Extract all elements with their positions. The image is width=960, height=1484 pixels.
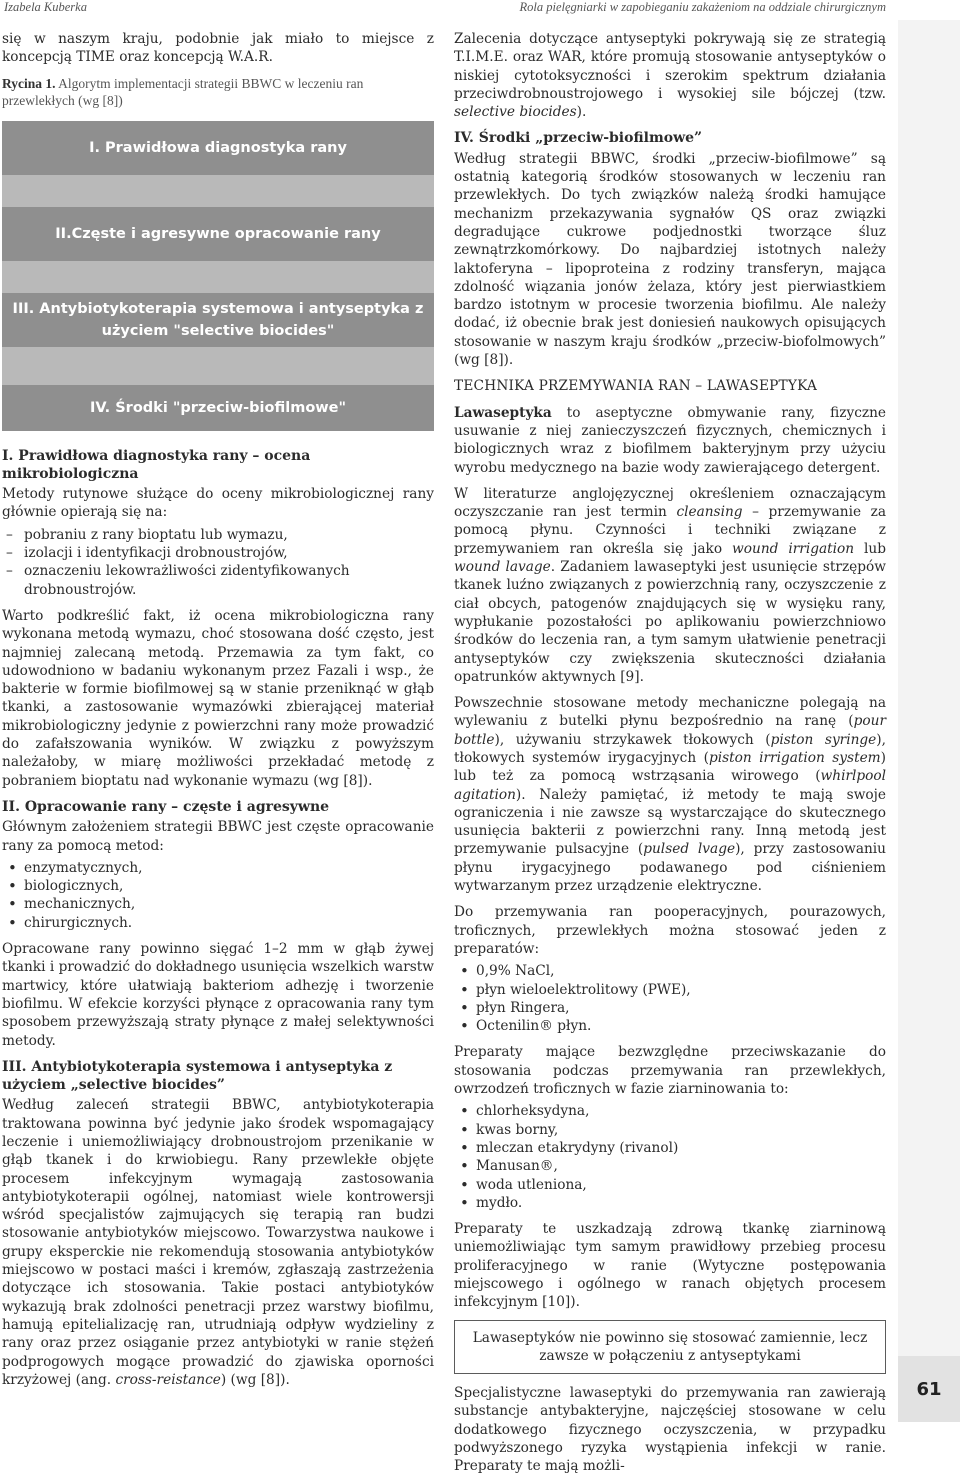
text-run: ) (wg [8]). xyxy=(220,1371,290,1388)
running-header xyxy=(0,0,960,22)
list-item: • Octenilin® płyn. xyxy=(454,1017,886,1035)
text-run: ). xyxy=(576,104,587,121)
section-4-heading: IV. Środki „przeciw-biofilmowe” xyxy=(454,130,703,147)
diagram-step-2: II.Częste i agresywne opracowanie rany xyxy=(2,207,434,261)
text-run: lub xyxy=(854,540,887,557)
figure-label: Rycina 1. xyxy=(2,75,56,91)
diagram-step-4: IV. Środki "przeciw-biofilmowe" xyxy=(2,385,434,431)
list-item: – pobraniu z rany bioptatu lub wymazu, xyxy=(2,526,434,544)
list-item: • płyn wieloelektrolitowy (PWE), xyxy=(454,981,886,999)
figure-caption xyxy=(2,75,434,109)
diagram-step-1: I. Prawidłowa diagnostyka rany xyxy=(2,121,434,175)
section-1-list xyxy=(2,526,434,599)
text-run: Powszechnie stosowane metody mechaniczne polegają na wylewaniu z butelki płynu bezpośrednio na ranę ( xyxy=(454,695,886,730)
intro-paragraph: się w naszym kraju, podobnie jak miało to miejsce z koncepcją TIME oraz koncepcją W.A.R. xyxy=(2,31,434,66)
text-run: W literaturze anglojęzycznej określeniem oznaczającym oczyszczanie ran jest termin xyxy=(454,485,886,521)
section-2-paragraph: Głównym założeniem strategii BBWC jest częste opracowanie rany za pomocą metod: xyxy=(2,819,434,854)
header-author: Izabela Kuberka xyxy=(4,0,87,14)
emphasis: cross-reistance xyxy=(115,1371,221,1388)
text-run: to aseptyczne obmywanie rany, fizyczne usuwanie z niej zanieczyszczeń fizycznych, chemicznych i biologicznych wraz z biofilmem bakteryjnym przy użyciu wyrobu medycznego na bazie wody zawierającego detergent. xyxy=(454,404,886,476)
text-run: Zalecenia dotyczące antyseptyki pokrywają się ze strategią T.I.M.E. oraz WAR, które promują stosowanie antyseptyków o niskiej cytotoksyczności i szerokim spektrum działania przeciwdrobnoustrojowego i wysokiej sile bójczej (tzw. xyxy=(454,31,886,102)
emphasis: whirlpool agitation xyxy=(454,768,886,803)
damage-paragraph: Preparaty te uszkadzają zdrową tkankę ziarninową uniemożliwiając tym samym prawidłowy przebieg procesu proliferacyjnego w ranie (Wytyczne postępowania miejscowego i ogólnego w ranach objętych procesem infekcyjnym [10]). xyxy=(454,1221,886,1311)
figure-caption-text: Algorytm implementacji strategii BBWC w leczeniu ran przewlekłych (wg [8]) xyxy=(2,75,364,108)
list-item: • mechanicznych, xyxy=(2,895,434,913)
cleansing-paragraph xyxy=(454,485,886,686)
text-run: – przemywanie za pomocą płynu. Czynności i techniki związane z przemywaniem ran określa się jako xyxy=(454,504,886,557)
emphasis: piston irrigation system xyxy=(708,749,881,766)
list-item: • mydło. xyxy=(454,1194,886,1212)
list-item: • chirurgicznych. xyxy=(2,914,434,932)
list-item: • biologicznych, xyxy=(2,877,434,895)
list-item: • enzymatycznych, xyxy=(2,859,434,877)
preparations-list xyxy=(454,962,886,1035)
emphasis: pulsed lvage xyxy=(643,841,736,858)
preparations-intro: Do przemywania ran pooperacyjnych, pourazowych, troficznych, przewlekłych można stosować jeden z preparatów: xyxy=(454,904,886,957)
list-item: – izolacji i identyfikacji drobnoustrojów, xyxy=(2,544,434,562)
header-title: Rola pielęgniarki w zapobieganiu zakażeniom na oddziale chirurgicznym xyxy=(519,0,886,14)
emphasis: wound irrigation xyxy=(732,540,855,557)
diagram-connector xyxy=(2,347,434,385)
technique-heading: TECHNIKA PRZEMYWANIA RAN – LAWASEPTYKA xyxy=(454,378,818,395)
section-3-paragraph xyxy=(2,1096,434,1389)
margin-strip xyxy=(898,20,960,1356)
term: Lawaseptyka xyxy=(454,404,552,421)
text-run: ). Należy pamiętać, iż metody te mają swoje ograniczenia i nie zawsze są wystarczające do skutecznego usunięcia bakterii z powierzchni rany. Inną metodą jest przemywanie pulsacyjne ( xyxy=(454,786,886,858)
contraindicated-list xyxy=(454,1102,886,1212)
list-item: • Manusan®, xyxy=(454,1157,886,1175)
emphasis: wound lavage xyxy=(454,559,551,576)
list-item: • płyn Ringera, xyxy=(454,999,886,1017)
section-2-paragraph-2: Opracowane rany powinno sięgać 1–2 mm w głąb żywej tkanki i prowadzić do dokładnego usunięcia wszelkich warstw martwicy, które ułatwiają bakteriom adhezję i tworzenie biofilmu. W efekcie korzyści płynące z opracowania rany tym sposobem przewyższają straty płynące z małej selektywności metody. xyxy=(2,941,434,1049)
list-item: • woda utleniona, xyxy=(454,1176,886,1194)
specialist-paragraph: Specjalistyczne lawaseptyki do przemywania ran zawierają substancje antybakteryjne, najczęściej stosowane w celu dodatkowego fizycznego oczyszczenia, w przypadku podwyższonego ryzyka wystąpienia infekcji w ranie. Preparaty te mają możli- xyxy=(454,1385,886,1475)
section-1-paragraph-2: Warto podkreślić fakt, iż ocena mikrobiologiczna rany wykonana metodą wymazu, choć stosowana dość często, jest najmniej zalecaną metodą. Przemawia za tym fakt, co udowodniono w badaniu wykonanym przez Fazali i wsp., że bakterie w formie biofilmowej są w stanie przeniknąć w głąb tkanki, a zastosowanie wymazówki zbierającej materiał mikrobiologiczny jedynie z powierzchni rany może prowadzić do zafałszowania wyników. W związku z powyższym należałoby, w miarę możliwości przekładać metodę z pobraniem bioptatu nad wykonanie wymazu (wg [8]). xyxy=(2,607,434,789)
section-3-heading: III. Antybiotykoterapia systemowa i antyseptyka z użyciem „selective biocides” xyxy=(2,1058,393,1094)
list-item: • kwas borny, xyxy=(454,1121,886,1139)
left-column xyxy=(2,30,434,1397)
text-run: ), używaniu strzykawek tłokowych ( xyxy=(494,731,771,748)
methods-paragraph xyxy=(454,694,886,895)
diagram-connector xyxy=(2,261,434,293)
page-number: 61 xyxy=(898,1356,960,1422)
emphasis: cleansing xyxy=(676,504,743,521)
section-2-heading: II. Opracowanie rany – częste i agresywne xyxy=(2,798,330,815)
text-run: ), przy zastosowaniu płynu irygacyjnego podawanego pod ciśnieniem wytwarzanym przez urządzenie elektryczne. xyxy=(454,841,886,895)
emphasis: selective biocides xyxy=(454,104,577,121)
contraindicated-intro: Preparaty mające bezwzględne przeciwskazanie do stosowania podczas przemywania ran przewlekłych, owrzodzeń troficznych w fazie ziarninowania to: xyxy=(454,1044,886,1098)
section-1-paragraph: Metody rutynowe służące do oceny mikrobiologicznej rany głównie opierają się na: xyxy=(2,486,434,521)
section-2-list xyxy=(2,859,434,932)
right-column xyxy=(454,30,886,1484)
list-item: • chlorheksydyna, xyxy=(454,1102,886,1120)
highlight-box: Lawaseptyków nie powinno się stosować zamiennie, lecz zawsze w połączeniu z antyseptykami xyxy=(454,1320,886,1375)
diagram-step-3: III. Antybiotykoterapia systemowa i antyseptyka z użyciem "selective biocides" xyxy=(2,293,434,347)
section-1-heading: I. Prawidłowa diagnostyka rany – ocena mikrobiologiczna xyxy=(2,447,311,482)
emphasis: pour bottle xyxy=(454,713,886,748)
section-4-paragraph: Według strategii BBWC, środki „przeciw-biofilmowe” są ostatnią kategorią środków stosowanych w leczeniu ran przewlekłych. Do tych związków należą środki hamujące mechanizm przekazywania sygnałów QS oraz związki degradujące cukrowe podjednostki tworzące śluz zewnątrzkomórkowy. Do najbardziej istotnych należy laktoferyna – lipoproteina z rodziny transferyn, mająca zdolność wiązania jonów żelaza, który jest pierwiastkiem bardzo istotnym w procesie tworzenia biofilmu. Ale należy dodać, iż obecnie brak jest doniesień naukowych opisujących stosowanie w naszym kraju środków „przeciw-biofolmowych” (wg [8]). xyxy=(454,150,886,369)
antiseptics-paragraph xyxy=(454,30,886,121)
list-item: • mleczan etakrydyny (rivanol) xyxy=(454,1139,886,1157)
text-run: ), tłokowych systemów irygacyjnych ( xyxy=(454,731,886,766)
diagram-connector xyxy=(2,175,434,207)
lawaseptyka-definition xyxy=(454,404,886,477)
text-run: . Zadaniem lawaseptyki jest usunięcie strzępów tkanek luźno związanych z powierzchnią rany, oczyszczenie z ciał obcych, patogenów znajdujących się w wysięku rany, wypłukanie pozostałości po aplikowaniu powierzchniowo środków do leczenia ran, a tym samym ułatwienie penetracji antyseptyków czy zwiększenia skuteczności działania opatrunków aktywnych [9]. xyxy=(454,559,887,685)
list-item: – oznaczeniu lekowrażliwości zidentyfikowanych drobnoustrojów. xyxy=(2,562,434,599)
text-run: Według zaleceń strategii BBWC, antybiotykoterapia traktowana powinna być jedynie jako środek wspomagający leczenie i uniemożliwiający drobnoustrojom przenikanie w głąb tkanek i do krwiobiegu. Rany przewlekłe objęte procesem infekcyjnym wymagają zastosowania antybiotykoterapii ogólnej, natomiast wiele kontrowersji wśród specjalistów zajmujących się terapią ran budzi stosowanie antybiotyków miejscowo. Towarzystwa naukowe i grupy eksperckie nie rekomendują stosowania antybiotyków miejscowo w postaci maści i kremów, zgłaszają zastrzeżenia dotyczące ich stosowania. Takie postaci antybiotyków wykazują brak zdolności penetracji przez warstwy biofilmu, hamują epitelializację ran, utrudniają odpływ wydzieliny z rany oraz przez osiąganie przez antybiotyki w ranie stężeń podprogowych mogące prowadzić do zjawiska oporności krzyżowej (ang. xyxy=(2,1097,434,1388)
list-item: • 0,9% NaCl, xyxy=(454,962,886,980)
bbwc-algorithm-diagram xyxy=(2,121,434,431)
emphasis: piston syringe xyxy=(770,731,877,748)
text-run: ) lub też za pomocą wstrząsania wirowego ( xyxy=(454,749,886,785)
